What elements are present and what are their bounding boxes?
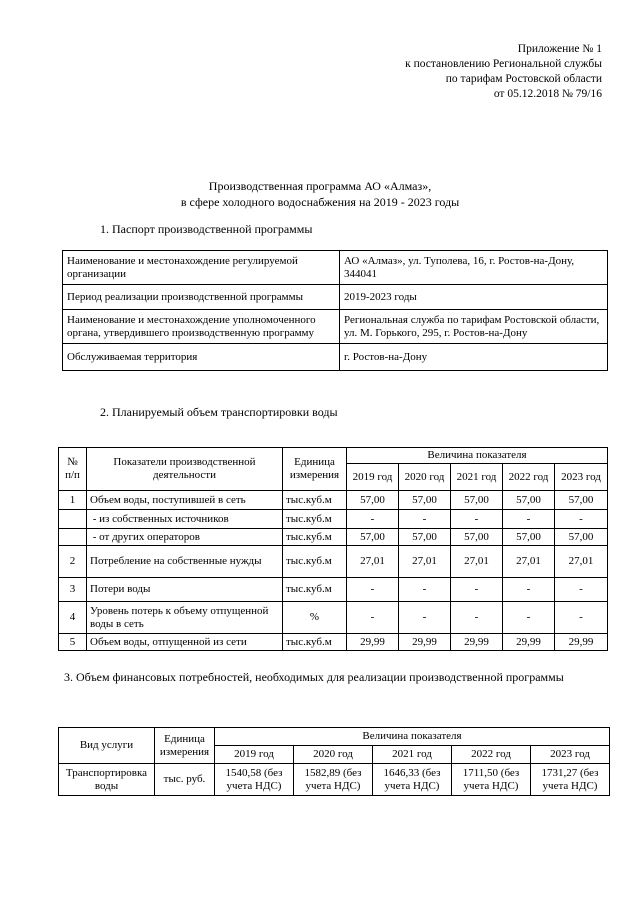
row-value: 57,00 xyxy=(503,491,555,510)
row-unit: тыс.куб.м xyxy=(283,529,347,546)
row-value: - xyxy=(347,602,399,634)
appendix-header xyxy=(405,42,602,102)
row-value: 29,99 xyxy=(451,634,503,651)
row-unit: тыс.куб.м xyxy=(283,634,347,651)
table-row xyxy=(59,602,608,634)
document-title xyxy=(0,178,640,210)
row-value: - xyxy=(503,602,555,634)
row-value: - xyxy=(503,578,555,602)
passport-value: Региональная служба по тарифам Ростовской области, ул. М. Горького, 295, г. Ростов-на-Дону xyxy=(340,310,608,344)
col-service-header: Вид услуги xyxy=(59,728,155,764)
row-value: 57,00 xyxy=(451,529,503,546)
row-value: - xyxy=(451,510,503,529)
row-value: 57,00 xyxy=(399,529,451,546)
row-value: 1731,27 (без учета НДС) xyxy=(531,764,610,796)
row-value: 57,00 xyxy=(399,491,451,510)
row-indicator: Объем воды, отпущенной из сети xyxy=(87,634,283,651)
transport-volume-table xyxy=(58,447,608,651)
row-value: 27,01 xyxy=(503,546,555,578)
row-num: 5 xyxy=(59,634,87,651)
col-value-header: Величина показателя xyxy=(215,728,610,746)
section1-heading: 1. Паспорт производственной программы xyxy=(100,222,313,236)
row-value: - xyxy=(503,510,555,529)
row-value: 57,00 xyxy=(503,529,555,546)
appendix-line-4: от 05.12.2018 № 79/16 xyxy=(493,88,602,100)
row-unit: тыс.куб.м xyxy=(283,491,347,510)
row-value: 57,00 xyxy=(347,491,399,510)
row-unit: тыс.куб.м xyxy=(283,578,347,602)
row-unit: тыс.куб.м xyxy=(283,510,347,529)
table-row xyxy=(59,764,610,796)
row-value: - xyxy=(399,510,451,529)
row-value: 1582,89 (без учета НДС) xyxy=(294,764,373,796)
row-num: 2 xyxy=(59,546,87,578)
row-value: - xyxy=(399,578,451,602)
appendix-line-3: по тарифам Ростовской области xyxy=(445,73,602,85)
year-header: 2021 год xyxy=(373,746,452,764)
row-num: 4 xyxy=(59,602,87,634)
row-value: 27,01 xyxy=(347,546,399,578)
table-row xyxy=(63,310,608,344)
row-value: 29,99 xyxy=(503,634,555,651)
table-row xyxy=(59,634,608,651)
row-num: 3 xyxy=(59,578,87,602)
section2-heading: 2. Планируемый объем транспортировки воды xyxy=(100,405,338,419)
row-indicator: - из собственных источников xyxy=(87,510,283,529)
appendix-line-2: к постановлению Региональной службы xyxy=(405,58,602,70)
title-line-1: Производственная программа АО «Алмаз», xyxy=(208,179,432,193)
year-header: 2023 год xyxy=(555,464,608,491)
year-header: 2020 год xyxy=(294,746,373,764)
table-row xyxy=(59,491,608,510)
row-value: 27,01 xyxy=(555,546,608,578)
service-unit: тыс. руб. xyxy=(155,764,215,796)
row-value: 1646,33 (без учета НДС) xyxy=(373,764,452,796)
table-header-row xyxy=(59,448,608,464)
passport-table xyxy=(62,250,608,371)
col-indicator-header: Показатели производственной деятельности xyxy=(87,448,283,491)
year-header: 2022 год xyxy=(452,746,531,764)
financial-needs-table xyxy=(58,727,610,796)
row-value: 57,00 xyxy=(555,529,608,546)
row-indicator: - от других операторов xyxy=(87,529,283,546)
row-value: 1711,50 (без учета НДС) xyxy=(452,764,531,796)
table-row xyxy=(63,344,608,371)
row-num xyxy=(59,510,87,529)
table-row xyxy=(59,510,608,529)
row-value: 27,01 xyxy=(399,546,451,578)
row-num xyxy=(59,529,87,546)
title-line-2: в сфере холодного водоснабжения на 2019 - 2023 годы xyxy=(180,195,460,209)
row-indicator: Потребление на собственные нужды xyxy=(87,546,283,578)
row-value: - xyxy=(451,578,503,602)
passport-label: Период реализации производственной программы xyxy=(63,285,340,310)
row-indicator: Потери воды xyxy=(87,578,283,602)
year-header: 2020 год xyxy=(399,464,451,491)
col-value-header: Величина показателя xyxy=(347,448,608,464)
section3-heading: 3. Объем финансовых потребностей, необходимых для реализации производственной программы xyxy=(64,670,564,684)
appendix-line-1: Приложение № 1 xyxy=(517,43,602,55)
row-value: 57,00 xyxy=(347,529,399,546)
table-row xyxy=(63,285,608,310)
row-indicator: Уровень потерь к объему отпущенной воды в сеть xyxy=(87,602,283,634)
passport-label: Наименование и местонахождение регулируемой организации xyxy=(63,251,340,285)
year-header: 2022 год xyxy=(503,464,555,491)
passport-value: АО «Алмаз», ул. Туполева, 16, г. Ростов-на-Дону, 344041 xyxy=(340,251,608,285)
row-unit: тыс.куб.м xyxy=(283,546,347,578)
row-value: 27,01 xyxy=(451,546,503,578)
col-num-header: № п/п xyxy=(59,448,87,491)
table-row xyxy=(59,529,608,546)
service-name: Транспортировка воды xyxy=(59,764,155,796)
year-header: 2023 год xyxy=(531,746,610,764)
row-num: 1 xyxy=(59,491,87,510)
row-value: - xyxy=(451,602,503,634)
table-header-row xyxy=(59,728,610,746)
year-header: 2019 год xyxy=(215,746,294,764)
row-value: 29,99 xyxy=(399,634,451,651)
year-header: 2019 год xyxy=(347,464,399,491)
table-row xyxy=(59,578,608,602)
row-value: 1540,58 (без учета НДС) xyxy=(215,764,294,796)
passport-label: Наименование и местонахождение уполномоченного органа, утвердившего производственную программу xyxy=(63,310,340,344)
col-unit-header: Единица измерения xyxy=(283,448,347,491)
table-row xyxy=(59,546,608,578)
passport-value: 2019-2023 годы xyxy=(340,285,608,310)
row-value: - xyxy=(347,578,399,602)
passport-label: Обслуживаемая территория xyxy=(63,344,340,371)
row-value: - xyxy=(399,602,451,634)
row-value: - xyxy=(555,510,608,529)
year-header: 2021 год xyxy=(451,464,503,491)
row-value: 57,00 xyxy=(451,491,503,510)
row-value: - xyxy=(555,578,608,602)
passport-value: г. Ростов-на-Дону xyxy=(340,344,608,371)
row-value: 29,99 xyxy=(347,634,399,651)
row-value: 29,99 xyxy=(555,634,608,651)
row-unit: % xyxy=(283,602,347,634)
row-value: - xyxy=(555,602,608,634)
col-unit-header: Единица измерения xyxy=(155,728,215,764)
row-value: 57,00 xyxy=(555,491,608,510)
table-row xyxy=(63,251,608,285)
row-value: - xyxy=(347,510,399,529)
row-indicator: Объем воды, поступившей в сеть xyxy=(87,491,283,510)
